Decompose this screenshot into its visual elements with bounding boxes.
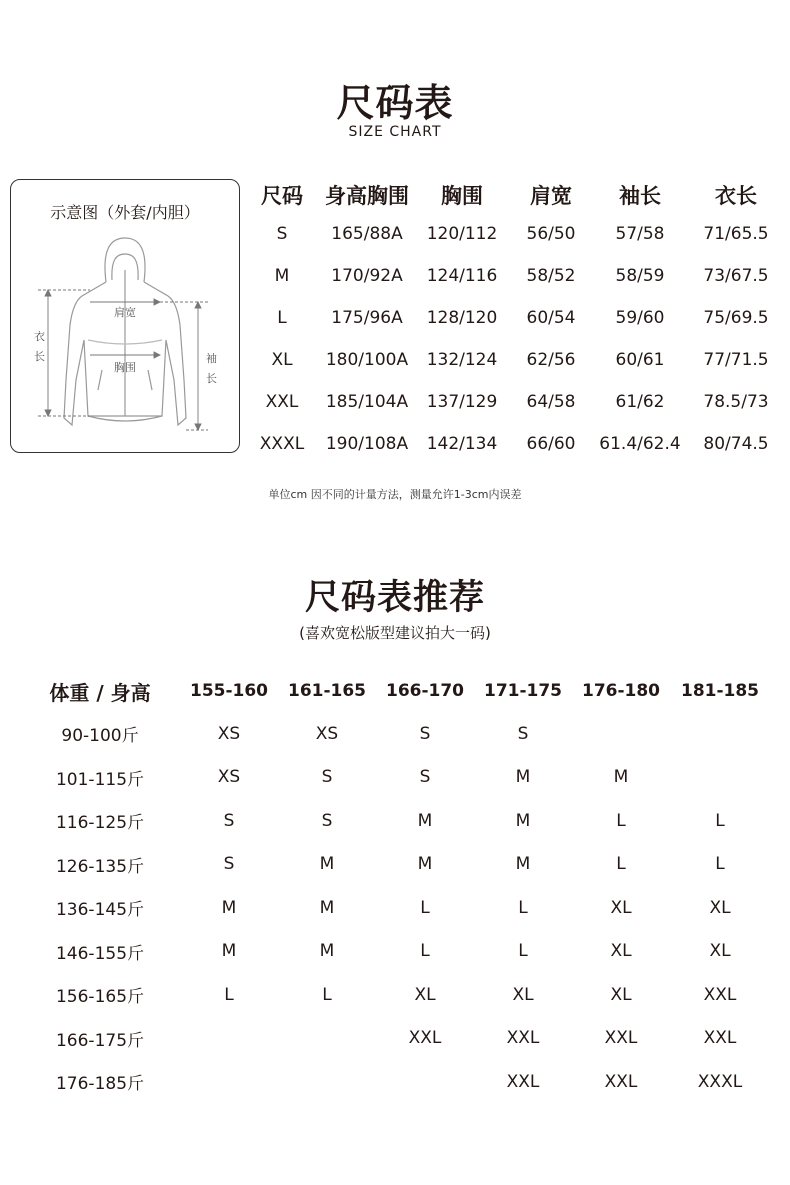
size-cell: XXL xyxy=(604,1028,638,1049)
size-cell: S xyxy=(321,767,333,788)
size-chart-title: 尺码表 xyxy=(336,81,454,125)
table-cell: 185/104A xyxy=(325,392,409,412)
header-sleeve: 袖长 xyxy=(619,184,661,208)
size-cell: XL xyxy=(610,897,632,918)
size-cell: L xyxy=(616,810,626,831)
table-row xyxy=(20,886,770,930)
size-cell: M xyxy=(319,854,335,875)
chest-label: 胸围 xyxy=(114,361,136,374)
table-row xyxy=(20,930,770,974)
table-cell: XXXL xyxy=(259,434,305,454)
table-row xyxy=(20,1017,770,1061)
size-chart-subtitle: SIZE CHART xyxy=(348,124,442,140)
size-cell xyxy=(670,712,770,756)
size-cell: S xyxy=(419,767,431,788)
size-cell: XXL xyxy=(506,1028,540,1049)
recommend-table-body xyxy=(20,712,770,1104)
size-cell: S xyxy=(223,810,235,831)
size-cell: XXL xyxy=(506,1071,540,1092)
table-cell: 137/129 xyxy=(426,392,498,412)
table-cell: XL xyxy=(271,350,293,370)
weight-cell: 166-175斤 xyxy=(55,1030,145,1051)
size-cell: XXL xyxy=(604,1071,638,1092)
table-cell: 56/50 xyxy=(526,224,576,244)
size-cell: XL xyxy=(709,941,731,962)
recommend-table-header xyxy=(20,670,770,712)
table-cell: 62/56 xyxy=(526,350,576,370)
table-cell: 66/60 xyxy=(526,434,576,454)
size-cell: S xyxy=(321,810,333,831)
table-cell: 175/96A xyxy=(331,308,403,328)
size-cell xyxy=(572,712,670,756)
weight-cell: 126-135斤 xyxy=(55,856,145,877)
size-cell: L xyxy=(518,897,528,918)
table-cell: M xyxy=(274,266,290,286)
table-cell: XXL xyxy=(265,392,299,412)
table-row xyxy=(250,213,790,255)
table-cell: 71/65.5 xyxy=(703,224,769,244)
table-cell: 58/52 xyxy=(526,266,576,286)
header-height-range: 171-175 xyxy=(483,681,563,701)
table-cell: 124/116 xyxy=(426,266,498,286)
size-cell: S xyxy=(223,854,235,875)
size-cell xyxy=(278,1017,376,1061)
weight-cell: 156-165斤 xyxy=(55,987,145,1008)
shoulder-label: 肩宽 xyxy=(114,306,136,319)
table-row xyxy=(20,799,770,843)
size-cell: XXXL xyxy=(697,1071,743,1092)
header-size: 尺码 xyxy=(261,184,303,208)
table-cell: 58/59 xyxy=(615,266,665,286)
size-cell: XS xyxy=(315,723,339,744)
table-cell: 180/100A xyxy=(325,350,409,370)
size-cell: M xyxy=(221,941,237,962)
weight-cell: 136-145斤 xyxy=(55,900,145,921)
table-cell: 61.4/62.4 xyxy=(599,434,681,454)
size-cell: S xyxy=(419,723,431,744)
size-cell: XXL xyxy=(408,1028,442,1049)
table-cell: 60/54 xyxy=(526,308,576,328)
size-cell: M xyxy=(221,897,237,918)
size-cell: M xyxy=(613,767,629,788)
table-cell: 75/69.5 xyxy=(703,308,769,328)
size-cell: L xyxy=(322,984,332,1005)
size-cell: L xyxy=(616,854,626,875)
table-row xyxy=(250,381,790,423)
table-row xyxy=(250,339,790,381)
table-row xyxy=(20,843,770,887)
weight-cell: 176-185斤 xyxy=(55,1074,145,1095)
size-cell: XL xyxy=(414,984,436,1005)
weight-cell: 146-155斤 xyxy=(55,943,145,964)
table-cell: 80/74.5 xyxy=(703,434,769,454)
length-label-2: 长 xyxy=(34,350,45,363)
table-row xyxy=(250,423,790,465)
table-cell: 132/124 xyxy=(426,350,498,370)
size-cell: XS xyxy=(217,767,241,788)
table-cell: 57/58 xyxy=(615,224,665,244)
table-cell: 77/71.5 xyxy=(703,350,769,370)
size-cell xyxy=(180,1017,278,1061)
size-cell: XL xyxy=(610,941,632,962)
size-cell: M xyxy=(319,941,335,962)
header-chest: 胸围 xyxy=(441,184,483,208)
table-cell: 165/88A xyxy=(331,224,403,244)
weight-cell: 101-115斤 xyxy=(55,769,145,790)
table-cell: 120/112 xyxy=(426,224,498,244)
length-label-1: 衣 xyxy=(34,330,45,343)
table-cell: S xyxy=(276,224,288,244)
table-cell: 78.5/73 xyxy=(703,392,769,412)
sleeve-label-2: 长 xyxy=(206,372,217,385)
size-cell: M xyxy=(417,810,433,831)
size-cell: XXL xyxy=(703,1028,737,1049)
table-row xyxy=(20,756,770,800)
header-shoulder: 肩宽 xyxy=(530,184,572,208)
table-row xyxy=(250,255,790,297)
sleeve-label-1: 袖 xyxy=(206,352,217,365)
table-row xyxy=(20,1060,770,1104)
size-table xyxy=(250,177,790,465)
size-table-body xyxy=(250,213,790,465)
header-length: 衣长 xyxy=(715,184,757,208)
recommend-subtitle: (喜欢宽松版型建议拍大一码) xyxy=(299,624,491,642)
size-cell xyxy=(376,1060,474,1104)
measurement-note: 单位cm 因不同的计量方法，测量允许1-3cm内误差 xyxy=(268,488,522,501)
jacket-diagram-icon xyxy=(10,230,240,445)
weight-cell: 116-125斤 xyxy=(55,813,145,834)
header-height-range: 181-185 xyxy=(680,681,760,701)
size-cell: M xyxy=(515,767,531,788)
size-cell: XL xyxy=(512,984,534,1005)
table-cell: 190/108A xyxy=(325,434,409,454)
size-cell: XS xyxy=(217,723,241,744)
header-height-range: 155-160 xyxy=(189,681,269,701)
header-height-range: 176-180 xyxy=(581,681,661,701)
table-cell: 59/60 xyxy=(615,308,665,328)
size-cell: M xyxy=(515,854,531,875)
size-cell: L xyxy=(518,941,528,962)
recommend-title: 尺码表推荐 xyxy=(304,578,485,618)
header-height-range: 166-170 xyxy=(385,681,465,701)
size-cell: S xyxy=(517,723,529,744)
size-cell: L xyxy=(715,810,725,831)
table-cell: L xyxy=(277,308,287,328)
header-height-range: 161-165 xyxy=(287,681,367,701)
size-cell xyxy=(670,756,770,800)
weight-cell: 90-100斤 xyxy=(61,726,139,747)
size-table-header xyxy=(250,177,790,213)
table-cell: 60/61 xyxy=(615,350,665,370)
table-row xyxy=(20,712,770,756)
size-cell xyxy=(278,1060,376,1104)
size-cell xyxy=(180,1060,278,1104)
size-cell: XL xyxy=(610,984,632,1005)
size-cell: M xyxy=(319,897,335,918)
table-cell: 142/134 xyxy=(426,434,498,454)
header-weight-height: 体重 / 身高 xyxy=(49,680,151,705)
table-cell: 61/62 xyxy=(615,392,665,412)
recommend-table xyxy=(20,670,770,1104)
diagram-caption: 示意图（外套/内胆） xyxy=(50,203,200,222)
size-cell: XXL xyxy=(703,984,737,1005)
table-cell: 128/120 xyxy=(426,308,498,328)
size-cell: M xyxy=(515,810,531,831)
table-cell: 64/58 xyxy=(526,392,576,412)
size-cell: L xyxy=(420,897,430,918)
size-cell: L xyxy=(224,984,234,1005)
size-cell: XL xyxy=(709,897,731,918)
table-cell: 170/92A xyxy=(331,266,403,286)
table-cell: 73/67.5 xyxy=(703,266,769,286)
size-cell: L xyxy=(715,854,725,875)
table-row xyxy=(20,973,770,1017)
table-row xyxy=(250,297,790,339)
size-cell: M xyxy=(417,854,433,875)
header-height-chest: 身高胸围 xyxy=(325,184,409,208)
size-cell: L xyxy=(420,941,430,962)
